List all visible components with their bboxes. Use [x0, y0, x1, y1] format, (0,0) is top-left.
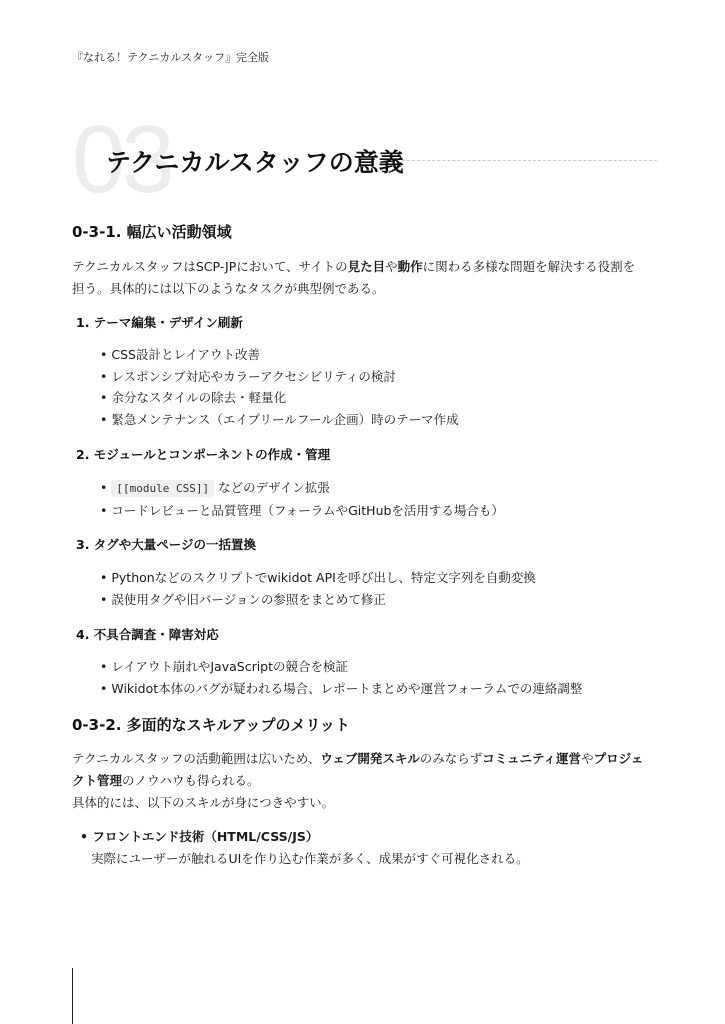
section-heading-2: 0-3-2. 多面的なスキルアップのメリット — [72, 716, 350, 734]
list-item: • 余分なスタイルの除去・軽量化 — [100, 387, 459, 409]
skill-title: • フロントエンド技術（HTML/CSS/JS） — [80, 826, 529, 848]
item-1-list — [100, 344, 459, 430]
list-item: • 誤使用タグや旧バージョンの参照をまとめて修正 — [100, 589, 536, 611]
list-item: • CSS設計とレイアウト改善 — [100, 344, 459, 366]
section1-intro: テクニカルスタッフはSCP-JPにおいて、サイトの見た目や動作に関わる多様な問題を解決する役割を 担う。具体的には以下のようなタスクが典型例である。 — [72, 259, 636, 296]
section-heading-1: 0-3-1. 幅広い活動領域 — [72, 223, 232, 241]
item-heading-2: 2. モジュールとコンポーネントの作成・管理 — [76, 447, 331, 462]
item-heading-3: 3. タグや大量ページの一括置換 — [76, 537, 257, 552]
list-item: • Wikidot本体のバグが疑われる場合、レポートまとめや運営フォーラムでの連絡調整 — [100, 678, 582, 700]
skill-description: 実際にユーザーが触れるUIを作り込む作業が多く、成果がすぐ可視化される。 — [91, 851, 529, 866]
item-heading-4: 4. 不具合調査・障害対応 — [76, 627, 219, 642]
chapter-title: テクニカルスタッフの意義 — [106, 148, 404, 177]
skill-item — [80, 826, 529, 870]
list-item: • [[module CSS]] などのデザイン拡張 — [100, 477, 504, 500]
chapter-heading — [72, 106, 657, 213]
running-header: 『なれる！テクニカルスタッフ』完全版 — [72, 51, 270, 64]
item-heading-1: 1. テーマ編集・デザイン刷新 — [76, 315, 243, 330]
list-item: • レイアウト崩れやJavaScriptの競合を検証 — [100, 656, 582, 678]
code-snippet: [[module CSS]] — [111, 480, 214, 497]
list-item: • 緊急メンテナンス（エイプリールフール企画）時のテーマ作成 — [100, 409, 459, 431]
section2-intro: テクニカルスタッフの活動範囲は広いため、ウェブ開発スキルのみならずコミュニティ運営やプロジェ クト管理のノウハウも得られる。 具体的には、以下のスキルが身につきやすい。 — [72, 751, 644, 810]
item-2-list — [100, 477, 504, 521]
item-3-list — [100, 567, 536, 610]
page-margin-rule — [72, 968, 73, 1024]
item-4-list — [100, 656, 582, 699]
list-item: • レスポンシブ対応やカラーアクセシビリティの検討 — [100, 366, 459, 388]
list-item: • コードレビューと品質管理（フォーラムやGitHubを活用する場合も） — [100, 500, 504, 522]
chapter-divider — [402, 160, 657, 161]
list-item: • Pythonなどのスクリプトでwikidot APIを呼び出し、特定文字列を自動変換 — [100, 567, 536, 589]
chapter-number: 03 — [72, 106, 171, 213]
